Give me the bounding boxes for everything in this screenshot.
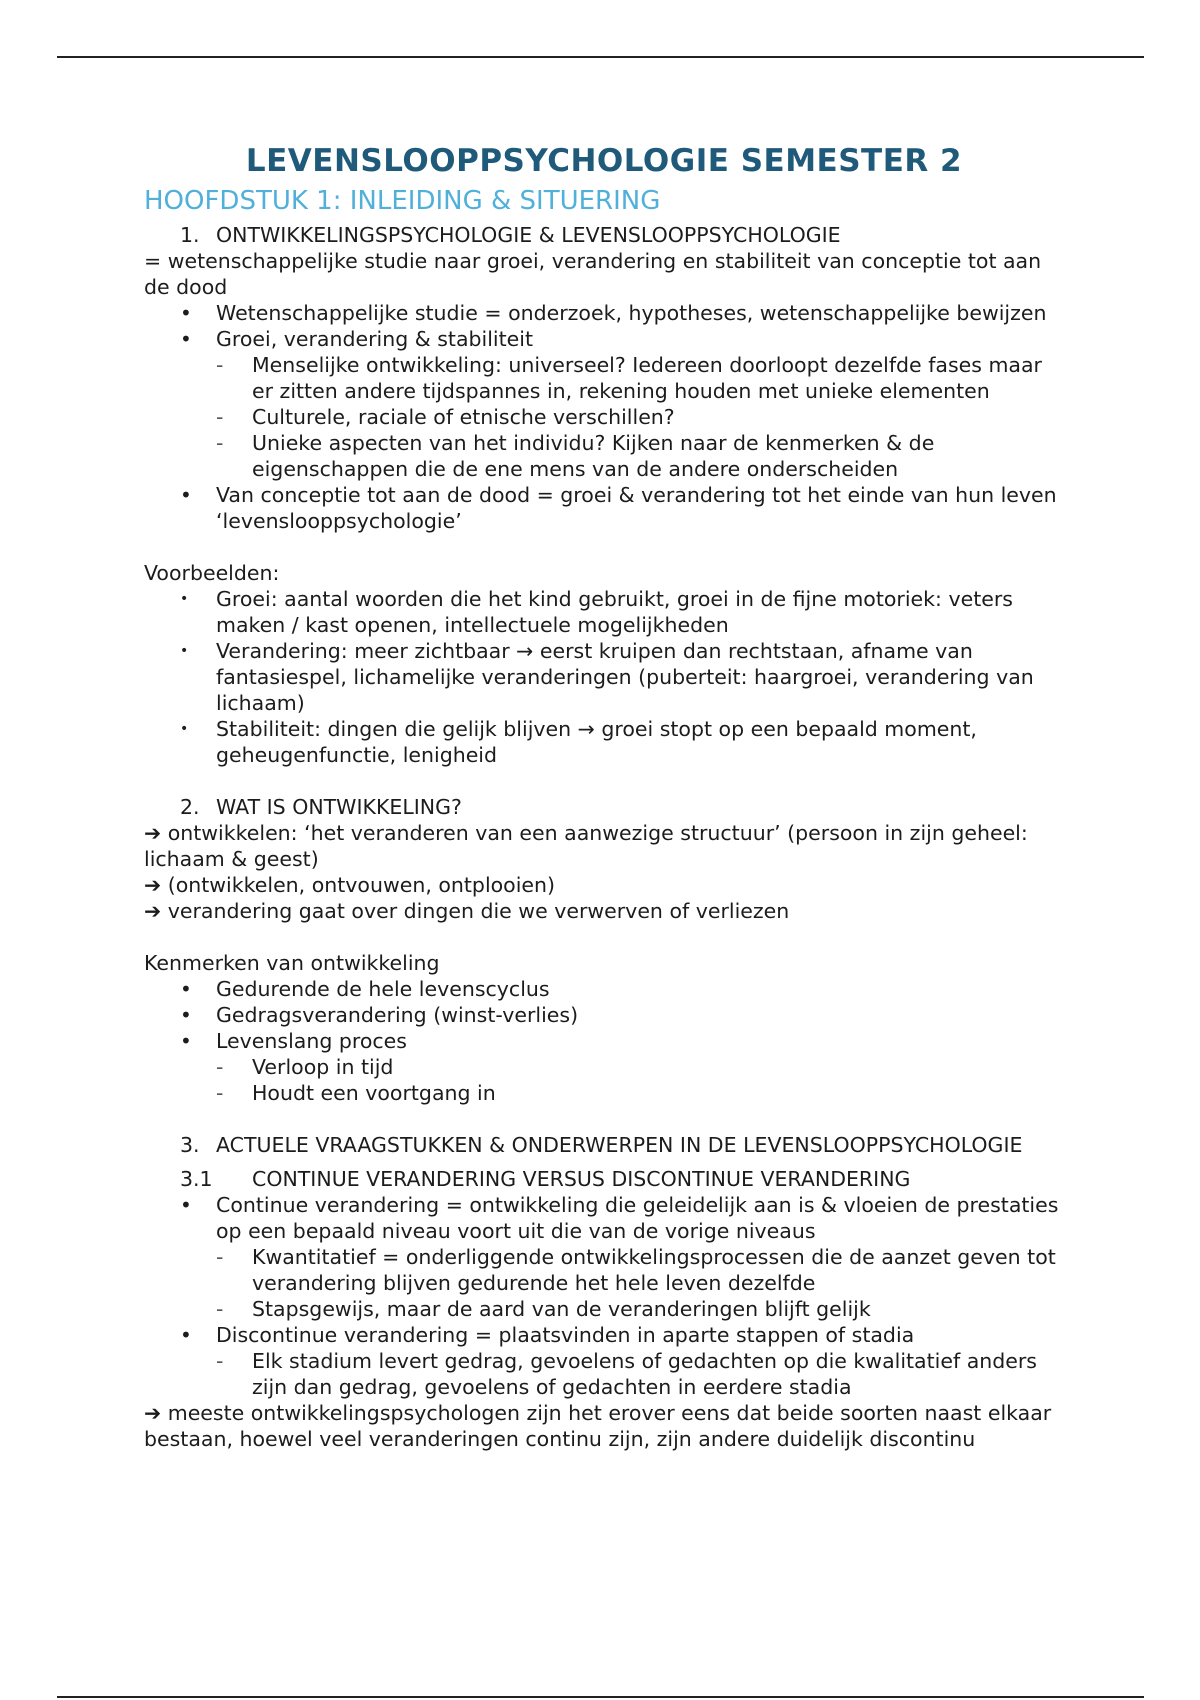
section-title: WAT IS ONTWIKKELING?	[216, 795, 462, 819]
dash-icon: -	[216, 1081, 224, 1105]
list-item-text: Gedurende de hele levenscyclus	[216, 977, 550, 1001]
list-item-text: Culturele, raciale of etnische verschillen?	[252, 405, 675, 429]
subsection-title: CONTINUE VERANDERING VERSUS DISCONTINUE VERANDERING	[252, 1167, 911, 1191]
list-item	[144, 638, 1064, 716]
list-item-text: Discontinue verandering = plaatsvinden in aparte stappen of stadia	[216, 1323, 915, 1347]
list-item	[144, 976, 1064, 1002]
list-item-text: Stapsgewijs, maar de aard van de veranderingen blijft gelijk	[252, 1297, 871, 1321]
dash-icon: -	[216, 1055, 224, 1079]
list-item	[144, 586, 1064, 638]
dash-icon: -	[216, 353, 224, 377]
dash-icon: -	[216, 1245, 224, 1269]
list-item-text: Wetenschappelijke studie = onderzoek, hypotheses, wetenschappelijke bewijzen	[216, 301, 1047, 325]
list-item-text: Verloop in tijd	[252, 1055, 394, 1079]
sub-list-item	[144, 1296, 1064, 1322]
bullet-icon: •	[180, 483, 192, 507]
list-item-text: Elk stadium levert gedrag, gevoelens of gedachten op die kwalitatief anders zijn dan gedrag, gevoelens of gedachten in eerdere stadia	[252, 1349, 1037, 1399]
list-item-text: Houdt een voortgang in	[252, 1081, 496, 1105]
list-item	[144, 1002, 1064, 1028]
sub-list-item	[144, 1244, 1064, 1296]
dash-icon: -	[216, 1349, 224, 1373]
list-item	[144, 326, 1064, 352]
document-body	[144, 138, 1064, 1452]
sub-list-item	[144, 352, 1064, 404]
list-item-text: Continue verandering = ontwikkeling die geleidelijk aan is & vloeien de prestaties op een bepaald niveau voort uit die van de vorige niveaus	[216, 1193, 1059, 1243]
arrow-icon: ➔	[144, 899, 162, 923]
list-item-text: Groei: aantal woorden die het kind gebruikt, groei in de fijne motoriek: veters maken / kast openen, intellectuele mogelijkheden	[216, 587, 1013, 637]
subsection-heading	[144, 1166, 1064, 1192]
section-number: 2.	[180, 795, 200, 819]
arrow-line	[144, 1400, 1064, 1452]
sub-list-item	[144, 404, 1064, 430]
bullet-icon: •	[180, 1029, 192, 1053]
list-item-text: Van conceptie tot aan de dood = groei & verandering tot het einde van hun leven ‘levenslooppsychologie’	[216, 483, 1057, 533]
list-item-text: Menselijke ontwikkeling: universeel? Iedereen doorloopt dezelfde fases maar er zitten andere tijdspannes in, rekening houden met unieke elementen	[252, 353, 1042, 403]
sub-list-item	[144, 1080, 1064, 1106]
section-title: ONTWIKKELINGSPSYCHOLOGIE & LEVENSLOOPPSYCHOLOGIE	[216, 223, 841, 247]
list-item-text: Groei, verandering & stabiliteit	[216, 327, 534, 351]
list-item-text: Unieke aspecten van het individu? Kijken naar de kenmerken & de eigenschappen die de ene mens van de andere onderscheiden	[252, 431, 935, 481]
section-1-heading	[144, 222, 1064, 248]
arrow-line-text: ontwikkelen: ‘het veranderen van een aanwezige structuur’ (persoon in zijn geheel: lichaam & geest)	[144, 821, 1028, 871]
bottom-rule	[57, 1696, 1144, 1698]
bullet-icon: •	[180, 1193, 192, 1217]
dash-icon: -	[216, 405, 224, 429]
list-item	[144, 716, 1064, 768]
arrow-line	[144, 820, 1064, 872]
list-item-text: Levenslang proces	[216, 1029, 407, 1053]
list-item-text: Gedragsverandering (winst-verlies)	[216, 1003, 579, 1027]
bullet-icon: •	[180, 977, 192, 1001]
bullet-icon: •	[180, 327, 192, 351]
list-item	[144, 300, 1064, 326]
bullet-icon: •	[180, 1323, 192, 1347]
arrow-line-text: verandering gaat over dingen die we verwerven of verliezen	[167, 899, 790, 923]
arrow-line	[144, 898, 1064, 924]
section-3-heading	[144, 1132, 1064, 1158]
sub-list-item	[144, 430, 1064, 482]
dash-icon: -	[216, 431, 224, 455]
list-item	[144, 1322, 1064, 1348]
list-item	[144, 1028, 1064, 1054]
examples-label: Voorbeelden:	[144, 561, 280, 585]
arrow-icon: ➔	[144, 1401, 162, 1425]
bullet-icon: •	[180, 1003, 192, 1027]
arrow-icon: ➔	[144, 821, 162, 845]
arrow-icon: ➔	[144, 873, 162, 897]
arrow-line-text: (ontwikkelen, ontvouwen, ontplooien)	[167, 873, 556, 897]
bullet-icon: •	[180, 721, 189, 737]
document-title: LEVENSLOOPPSYCHOLOGIE SEMESTER 2	[245, 143, 963, 179]
definition-text: = wetenschappelijke studie naar groei, verandering en stabiliteit van conceptie tot aan de dood	[144, 249, 1042, 299]
list-item-text: Stabiliteit: dingen die gelijk blijven → groei stopt op een bepaald moment, geheugenfunctie, lenigheid	[216, 717, 977, 767]
bullet-icon: •	[180, 301, 192, 325]
bullet-icon: •	[180, 591, 189, 607]
features-label: Kenmerken van ontwikkeling	[144, 951, 440, 975]
list-item-text: Kwantitatief = onderliggende ontwikkelingsprocessen die de aanzet geven tot verandering blijven gedurende het hele leven dezelfde	[252, 1245, 1056, 1295]
top-rule	[57, 56, 1144, 58]
list-item-text: Verandering: meer zichtbaar → eerst kruipen dan rechtstaan, afname van fantasiespel, lichamelijke veranderingen (puberteit: haargroei, verandering van lichaam)	[216, 639, 1034, 715]
sub-list-item	[144, 1054, 1064, 1080]
section-title: ACTUELE VRAAGSTUKKEN & ONDERWERPEN IN DE LEVENSLOOPPSYCHOLOGIE	[216, 1133, 1023, 1157]
conclusion-text: meeste ontwikkelingspsychologen zijn het erover eens dat beide soorten naast elkaar bestaan, hoewel veel veranderingen continu zijn, zijn andere duidelijk discontinu	[144, 1401, 1052, 1451]
bullet-icon: •	[180, 643, 189, 659]
subsection-number: 3.1	[180, 1167, 213, 1191]
dash-icon: -	[216, 1297, 224, 1321]
section-number: 1.	[180, 223, 200, 247]
chapter-heading: HOOFDSTUK 1: INLEIDING & SITUERING	[144, 186, 661, 216]
arrow-line	[144, 872, 1064, 898]
list-item	[144, 1192, 1064, 1244]
section-2-heading	[144, 794, 1064, 820]
section-number: 3.	[180, 1133, 200, 1157]
sub-list-item	[144, 1348, 1064, 1400]
list-item	[144, 482, 1064, 534]
